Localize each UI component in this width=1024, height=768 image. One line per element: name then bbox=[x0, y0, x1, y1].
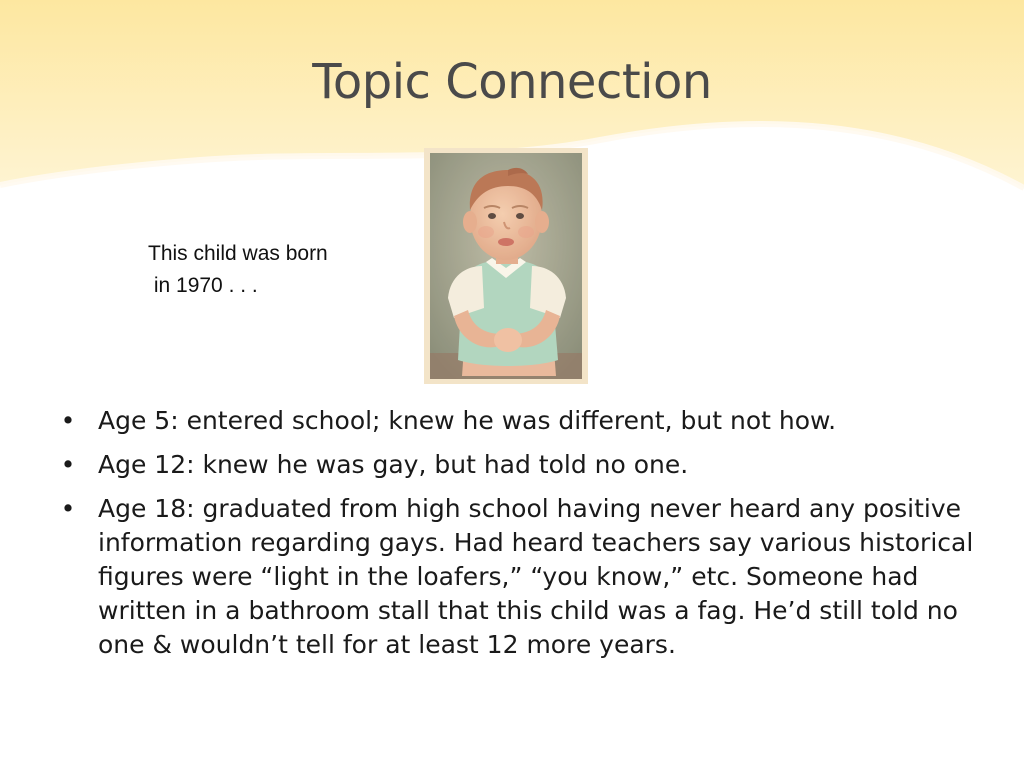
caption-line: in 1970 . . . bbox=[148, 274, 258, 297]
child-photo bbox=[424, 148, 588, 384]
bullet-text: Age 12: knew he was gay, but had told no one. bbox=[98, 450, 689, 479]
bullet-list bbox=[58, 404, 978, 672]
bullet-text: Age 18: graduated from high school having never heard any positive information regarding gays. Had heard teachers say various historical figures were “light in the loafers,” “you know,” etc. Someone had written in a bathroom stall that this child was a fag. He’d still told no one & wouldn’t tell for at least 12 more years. bbox=[98, 494, 974, 659]
photo-caption bbox=[148, 238, 328, 302]
bullet-item bbox=[58, 404, 978, 438]
caption-line: This child was born bbox=[148, 242, 328, 265]
bullet-item bbox=[58, 448, 978, 482]
bullet-item bbox=[58, 492, 978, 662]
slide-title: Topic Connection bbox=[312, 54, 712, 110]
bullet-marker: • bbox=[60, 406, 76, 435]
bullet-text: Age 5: entered school; knew he was different, but not how. bbox=[98, 406, 837, 435]
bullet-marker: • bbox=[60, 450, 76, 479]
bullet-marker: • bbox=[60, 494, 76, 523]
